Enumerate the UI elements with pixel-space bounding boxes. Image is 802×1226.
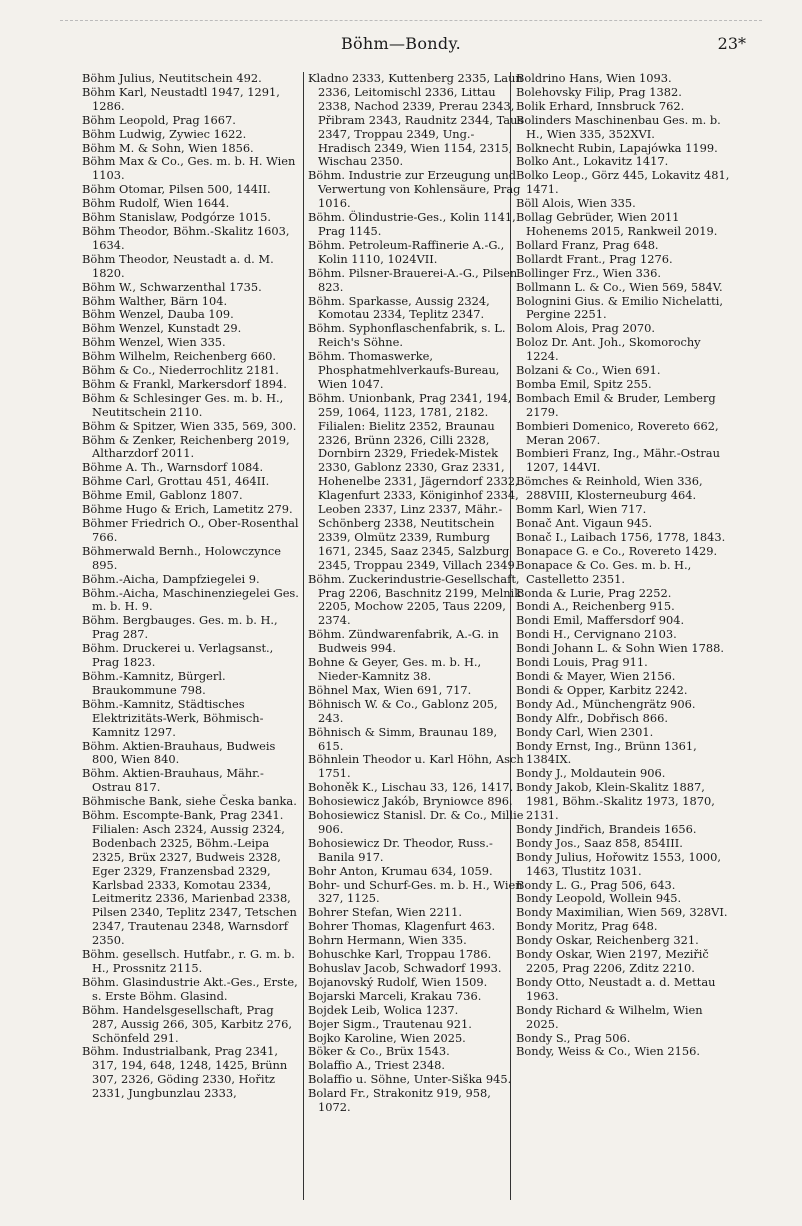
directory-entry: Bollardt Frant., Prag 1276.: [516, 251, 673, 266]
directory-entry: Böhnlein Theodor u. Karl Höhn, Asch 1751.: [308, 752, 524, 781]
directory-entry: Bondi H., Cervignano 2103.: [516, 627, 677, 642]
directory-entry: Bolard Fr., Strakonitz 919, 958, 1072.: [308, 1086, 491, 1115]
directory-entry: Böhm. Unionbank, Prag 2341, 194, 259, 1064, 1123, 1781, 2182. Filialen: Bielitz 2352, Braunau 2326, Brünn 2326, Cilli 2328, Dornbirn 2329, Friedek-Mistek 2330, Gablonz 2330, Graz 2331, Hohenelbe 2331, Jägerndorf 2332, Klagenfurt 2333, Königinhof 2334, Leoben 2337, Linz 2337, Mähr.-Schönberg 2338, Neutitschein 2339, Olmütz 2339, Rumburg 1671, 2345, Saaz 2345, Salzburg 2345, Troppau 2349, Villach 2349.: [308, 390, 519, 572]
directory-entry: Bohoněk K., Lischau 33, 126, 1417.: [308, 780, 514, 795]
directory-entry: Bondy Ad., Münchengrätz 906.: [516, 696, 696, 711]
directory-entry: Bohrn Hermann, Wien 335.: [308, 933, 467, 948]
directory-entry: Böhm Wenzel, Kunstadt 29.: [82, 321, 242, 336]
directory-entry: Bohuslav Jacob, Schwadorf 1993.: [308, 961, 502, 975]
directory-entry: Böhm Walther, Bärn 104.: [82, 293, 228, 308]
directory-entry: Böhm W., Schwarzenthal 1735.: [82, 279, 262, 294]
directory-entry: Bohr- und Schurf-Ges. m. b. H., Wien 327, 1125.: [308, 877, 523, 906]
directory-entry: Bojanovský Rudolf, Wien 1509.: [308, 974, 488, 989]
directory-entry: Böhm. Thomaswerke, Phosphatmehlverkaufs-Bureau, Wien 1047.: [308, 349, 500, 391]
directory-entry: Bolaffio A., Triest 2348.: [308, 1058, 446, 1073]
directory-entry: Böhm Julius, Neutitschein 492.: [82, 71, 262, 85]
directory-entry: Böhmische Bank, siehe Česka banka.: [82, 794, 297, 809]
directory-entry: Böhm Max & Co., Ges. m. b. H. Wien 1103.: [82, 154, 296, 183]
directory-entry: Bohosiewicz Dr. Theodor, Russ.-Banila 917.: [308, 835, 493, 864]
directory-entry: Bondy Leopold, Wollein 945.: [516, 891, 682, 906]
directory-entry: Bolognini Gius. & Emilio Nichelatti, Pergine 2251.: [516, 293, 723, 322]
directory-entry: Bolko Ant., Lokavitz 1417.: [516, 154, 669, 169]
directory-entry: Bolehovsky Filip, Prag 1382.: [516, 84, 682, 99]
directory-entry: Bolknecht Rubin, Lapajówka 1199.: [516, 140, 718, 155]
directory-entry: Böhm M. & Sohn, Wien 1856.: [82, 140, 254, 155]
directory-entry: Böhm.-Aicha, Maschinenziegelei Ges. m. b. H. 9.: [82, 585, 299, 614]
directory-entry: Bondy Moritz, Prag 648.: [516, 919, 658, 934]
directory-entry: Bolinders Maschinenbau Ges. m. b. H., Wien 335, 352XVI.: [516, 112, 721, 141]
page-title: Böhm—Bondy.: [340, 34, 462, 53]
directory-entry: Bolko Leop., Görz 445, Lokavitz 481, 1471.: [516, 168, 730, 197]
directory-entry: Bohosiewicz Stanisl. Dr. & Co., Millie 906.: [308, 808, 524, 836]
directory-entry: Böhm & Frankl, Markersdorf 1894.: [82, 376, 287, 391]
directory-entry: Bolaffio u. Söhne, Unter-Siška 945.: [308, 1072, 512, 1087]
directory-entry: Bojarski Marceli, Krakau 736.: [308, 988, 482, 1003]
directory-entry: Böhm. Zündwarenfabrik, A.-G. in Budweis 994.: [308, 627, 499, 656]
directory-entry: Böhme Carl, Grottau 451, 464II.: [82, 474, 270, 489]
directory-entry: Bollinger Frz., Wien 336.: [516, 265, 662, 280]
directory-entry: Böhm. Druckerei u. Verlagsanst., Prag 1823.: [82, 641, 274, 670]
directory-entry: Bondy Julius, Hořowitz 1553, 1000, 1463, Tlustitz 1031.: [516, 849, 722, 878]
directory-entry: Bondy Oskar, Wien 2197, Meziřič 2205, Prag 2206, Zditz 2210.: [516, 947, 709, 975]
directory-entry: Bondy Oskar, Reichenberg 321.: [516, 933, 699, 948]
directory-entry: Boldrino Hans, Wien 1093.: [516, 71, 672, 85]
directory-entry: Böhm. Zuckerindustrie-Gesellschaft, Prag 2206, Baschnitz 2199, Melnik 2205, Mochow 2205, Taus 2209, 2374.: [308, 571, 522, 628]
directory-entry: Böhm.-Kamnitz, Bürgerl. Braukommune 798.: [82, 668, 226, 697]
directory-entry: Bondy Richard & Wilhelm, Wien 2025.: [516, 1002, 703, 1031]
directory-entry: Bomm Karl, Wien 717.: [516, 502, 647, 517]
directory-entry: Böhm Otomar, Pilsen 500, 144II.: [82, 182, 271, 197]
directory-entry: Böhm. Pilsner-Brauerei-A.-G., Pilsen 823.: [308, 265, 518, 294]
directory-entry: Böhm Theodor, Böhm.-Skalitz 1603, 1634.: [82, 223, 290, 252]
directory-entry: Bolik Erhard, Innsbruck 762.: [516, 98, 685, 113]
directory-entry: Bolom Alois, Prag 2070.: [516, 321, 656, 336]
directory-entry: Bohne & Geyer, Ges. m. b. H., Nieder-Kamnitz 38.: [308, 655, 482, 683]
directory-entry: Bondy Jakob, Klein-Skalitz 1887, 1981, Böhm.-Skalitz 1973, 1870, 2131.: [516, 780, 715, 823]
directory-entry: Böhm. Handelsgesellschaft, Prag 287, Aussig 266, 305, Karbitz 276, Schönfeld 291.: [82, 1002, 292, 1045]
directory-entry: Bonda & Lurie, Prag 2252.: [516, 585, 672, 600]
directory-entry: Böhme Emil, Gablonz 1807.: [82, 488, 243, 503]
directory-entry: Böhm & Zenker, Reichenberg 2019, Altharzdorf 2011.: [82, 432, 290, 461]
directory-entry: Bombach Emil & Bruder, Lemberg 2179.: [516, 390, 716, 419]
directory-entry: Bondy Maximilian, Wien 569, 328VI.: [516, 905, 728, 920]
column-2: [308, 72, 526, 1115]
directory-entry: Bondy L. G., Prag 506, 643.: [516, 877, 676, 892]
directory-entry: Bondi & Mayer, Wien 2156.: [516, 668, 676, 683]
directory-entry: Bonapace & Co. Ges. m. b. H., Castelletto 2351.: [516, 557, 692, 586]
directory-entry: Kladno 2333, Kuttenberg 2335, Laun 2336, Leitomischl 2336, Littau 2338, Nachod 2339, Prerau 2343, Přibram 2343, Raudnitz 2344, Taus 2347, Troppau 2349, Ung.-Hradisch 2349, Wien 1154, 2315, Wischau 2350.: [308, 71, 524, 169]
directory-entry: Böhnisch W. & Co., Gablonz 205, 243.: [308, 696, 498, 725]
directory-entry: Bohr Anton, Krumau 634, 1059.: [308, 863, 493, 878]
directory-entry: Bondi Louis, Prag 911.: [516, 655, 648, 670]
column-1: [82, 72, 300, 1101]
directory-entry: Böhm Wenzel, Wien 335.: [82, 335, 226, 350]
directory-entry: Böhm Karl, Neustadtl 1947, 1291, 1286.: [82, 84, 280, 113]
directory-entry: Bonač I., Laibach 1756, 1778, 1843.: [516, 529, 726, 544]
directory-entry: Bömches & Reinhold, Wien 336, 288VIII, Klosterneuburg 464.: [516, 474, 703, 503]
page-number: 23*: [717, 34, 746, 53]
directory-entry: Bondy J., Moldautein 906.: [516, 766, 666, 781]
directory-entry: Bondy, Weiss & Co., Wien 2156.: [516, 1044, 700, 1059]
directory-entry: Böhm. Industrialbank, Prag 2341, 317, 194, 648, 1248, 1425, Brünn 307, 2326, Göding 2330, Hořitz 2331, Jungbunzlau 2333,: [82, 1044, 288, 1101]
directory-entry: Böhm. Aktien-Brauhaus, Budweis 800, Wien 840.: [82, 738, 276, 767]
directory-entry: Böhm. Bergbauges. Ges. m. b. H., Prag 287.: [82, 613, 278, 642]
directory-entry: Bondy S., Prag 506.: [516, 1030, 631, 1045]
directory-entry: Böhm Wilhelm, Reichenberg 660.: [82, 349, 277, 364]
directory-entry: Böhmerwald Bernh., Holowczynce 895.: [82, 543, 282, 572]
directory-entry: Boloz Dr. Ant. Joh., Skomorochy 1224.: [516, 335, 701, 364]
directory-entry: Böhm Rudolf, Wien 1644.: [82, 196, 230, 211]
directory-entry: Bojer Sigm., Trautenau 921.: [308, 1016, 472, 1031]
directory-entry: Böhm. Industrie zur Erzeugung und Verwertung von Kohlensäure, Prag 1016.: [308, 168, 521, 211]
directory-entry: Böhm. Aktien-Brauhaus, Mähr.-Ostrau 817.: [82, 766, 264, 795]
directory-entry: Bondy Jos., Saaz 858, 854III.: [516, 835, 683, 850]
directory-entry: Bondy Ernst, Ing., Brünn 1361, 1384IX.: [516, 738, 697, 767]
directory-entry: Böll Alois, Wien 335.: [516, 196, 636, 211]
directory-entry: Böhm & Schlesinger Ges. m. b. H., Neutitschein 2110.: [82, 390, 284, 419]
directory-entry: Bondi Emil, Maffersdorf 904.: [516, 613, 685, 628]
directory-entry: Böhm. Escompte-Bank, Prag 2341. Filialen: Asch 2324, Aussig 2324, Bodenbach 2325, Böhm.-Leipa 2325, Brüx 2327, Budweis 2328, Eger 2329, Franzensbad 2329, Karlsbad 2333, Komotau 2334, Leitmeritz 2336, Marienbad 2338, Pilsen 2340, Teplitz 2347, Tetschen 2347, Trautenau 2348, Warnsdorf 2350.: [82, 808, 297, 948]
directory-entry: Böhm.-Kamnitz, Städtisches Elektrizitäts-Werk, Böhmisch-Kamnitz 1297.: [82, 696, 264, 739]
directory-entry: Bohrer Thomas, Klagenfurt 463.: [308, 919, 496, 934]
directory-entry: Bondy Jindřich, Brandeis 1656.: [516, 821, 697, 836]
directory-entry: Bondy Carl, Wien 2301.: [516, 724, 654, 739]
directory-entry: Böhm & Co., Niederrochlitz 2181.: [82, 363, 279, 378]
directory-entry: Bondi Johann L. & Sohn Wien 1788.: [516, 641, 724, 656]
directory-entry: Bojko Karoline, Wien 2025.: [308, 1030, 466, 1045]
directory-entry: Bonač Ant. Vigaun 945.: [516, 516, 653, 530]
column-divider-1: [303, 72, 304, 1200]
directory-entry: Böhm. Sparkasse, Aussig 2324, Komotau 2334, Teplitz 2347.: [308, 293, 490, 322]
directory-entry: Bollmann L. & Co., Wien 569, 584V.: [516, 279, 723, 294]
directory-entry: Böhm Leopold, Prag 1667.: [82, 112, 236, 127]
column-3: [516, 72, 734, 1059]
directory-entry: Böhme A. Th., Warnsdorf 1084.: [82, 460, 264, 475]
directory-entry: Bojdek Leib, Wolica 1237.: [308, 1002, 459, 1017]
directory-entry: Bomba Emil, Spitz 255.: [516, 376, 652, 391]
directory-entry: Böhm Wenzel, Dauba 109.: [82, 307, 234, 322]
directory-entry: Böhm Stanislaw, Podgórze 1015.: [82, 210, 271, 225]
directory-entry: Böhnel Max, Wien 691, 717.: [308, 682, 472, 697]
directory-entry: Böhnisch & Simm, Braunau 189, 615.: [308, 724, 498, 753]
directory-entry: Bohosiewicz Jakób, Bryniowce 896.: [308, 794, 513, 809]
directory-entry: Bollard Franz, Prag 648.: [516, 237, 659, 252]
directory-entry: Bombieri Domenico, Rovereto 662, Meran 2067.: [516, 418, 719, 447]
directory-entry: Böhm.-Aicha, Dampfziegelei 9.: [82, 571, 260, 586]
directory-entry: Bohrer Stefan, Wien 2211.: [308, 905, 462, 920]
directory-entry: Böhm. Syphonflaschenfabrik, s. L. Reich's Söhne.: [308, 321, 506, 350]
directory-entry: Böhmer Friedrich O., Ober-Rosenthal 766.: [82, 516, 299, 544]
directory-entry: Bondi A., Reichenberg 915.: [516, 599, 675, 614]
directory-entry: Bollag Gebrüder, Wien 2011 Hohenems 2015, Rankweil 2019.: [516, 210, 718, 238]
directory-entry: Böker & Co., Brüx 1543.: [308, 1044, 450, 1059]
directory-entry: Böhm & Spitzer, Wien 335, 569, 300.: [82, 418, 297, 433]
directory-entry: Böhm. gesellsch. Hutfabr., r. G. m. b. H., Prossnitz 2115.: [82, 947, 295, 975]
directory-entry: Bondy Alfr., Dobřisch 866.: [516, 710, 668, 725]
directory-entry: Böhm Theodor, Neustadt a. d. M. 1820.: [82, 251, 274, 280]
directory-entry: Bombieri Franz, Ing., Mähr.-Ostrau 1207, 144VI.: [516, 446, 720, 475]
directory-entry: Bonapace G. e Co., Rovereto 1429.: [516, 543, 718, 558]
directory-entry: Böhm. Petroleum-Raffinerie A.-G., Kolin 1110, 1024VII.: [308, 237, 505, 266]
directory-entry: Böhme Hugo & Erich, Lametitz 279.: [82, 502, 293, 517]
directory-entry: Böhm Ludwig, Zywiec 1622.: [82, 126, 247, 141]
directory-entry: Bohuschke Karl, Troppau 1786.: [308, 947, 492, 962]
directory-entry: Bondi & Opper, Karbitz 2242.: [516, 682, 688, 697]
directory-entry: Böhm. Ölindustrie-Ges., Kolin 1141, Prag 1145.: [308, 210, 516, 238]
directory-entry: Bondy Otto, Neustadt a. d. Mettau 1963.: [516, 974, 716, 1003]
top-rule: [60, 20, 762, 21]
directory-entry: Böhm. Glasindustrie Akt.-Ges., Erste, s. Erste Böhm. Glasind.: [82, 974, 298, 1003]
directory-entry: Bolzani & Co., Wien 691.: [516, 363, 661, 378]
